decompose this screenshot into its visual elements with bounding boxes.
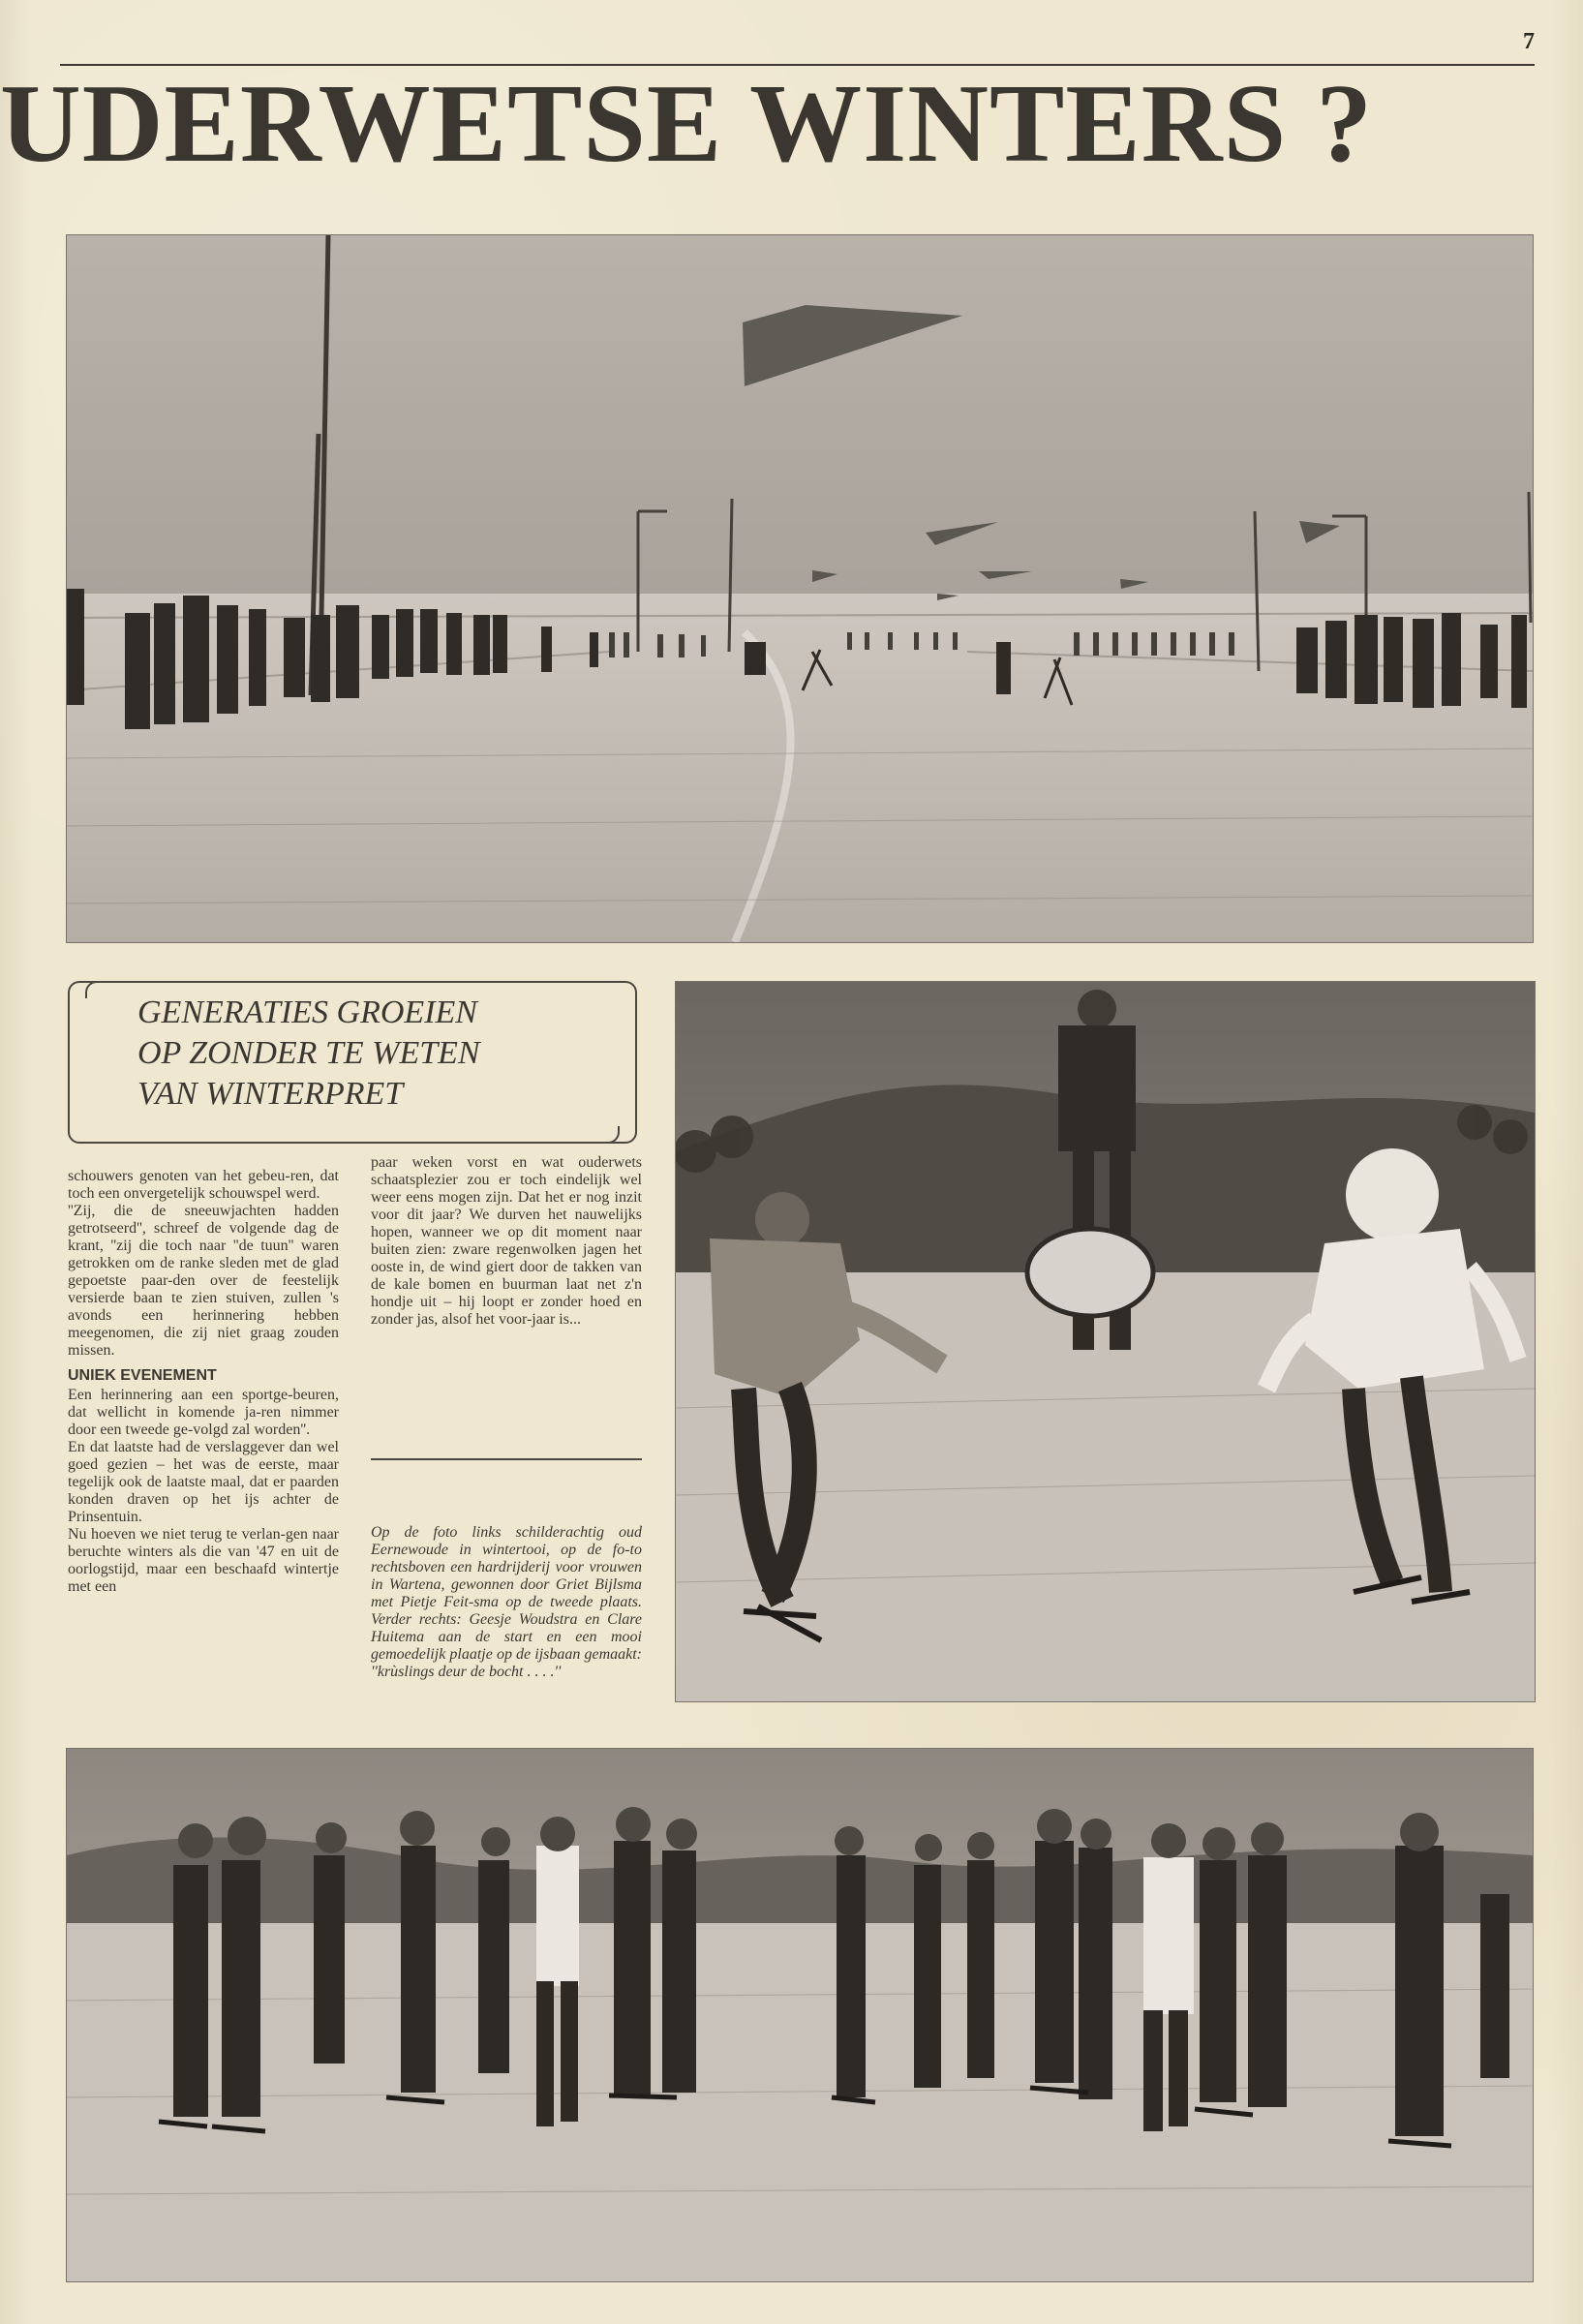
photo-right bbox=[675, 981, 1536, 1702]
article-paragraph: ''Zij, die de sneeuwjachten hadden getrotseerd'', schreef de volgende dag de krant, ''zij die toch naar ''de tuun'' waren getrokken om de ranke sleden met de glad gepoetste paar-den over de feestelijk versierde baan te zien stuiven, zullen 's avonds een herinnering hebben meegenomen, die zij niet graag zouden missen. bbox=[68, 1203, 339, 1359]
article-column-left bbox=[68, 1168, 339, 1596]
feature-box bbox=[68, 981, 637, 1144]
photo-bottom bbox=[66, 1748, 1534, 2282]
article-paragraph: Een herinnering aan een sportge-beuren, dat wellicht in komende ja-ren nimmer door een tweede ge-volgd zal worden''. bbox=[68, 1387, 339, 1438]
photo-top bbox=[66, 234, 1534, 943]
women-skaters-photo bbox=[676, 982, 1535, 1701]
article-subheading: UNIEK EVENEMENT bbox=[68, 1367, 217, 1384]
article-column-right bbox=[371, 1154, 642, 1329]
article-paragraph: En dat laatste had de verslaggever dan wel goed gezien – het was de eerste, maar tegelijk ook de laatste maal, dat er paarden konden draven op het ijs achter de Prinsentuin. bbox=[68, 1439, 339, 1525]
feature-box-line-3: VAN WINTERPRET bbox=[137, 1076, 404, 1112]
article-paragraph: paar weken vorst en wat ouderwets schaatsplezier zou er toch eindelijk wel weer eens mogen zijn. Dat het er nog inzit voor dit jaar? We durven het nauwelijks hopen, wanneer we op dit moment naar buiten zien: zware regenwolken jagen het ooste in, de wind giert door de takken van de kale bomen en buurman laat net z'n hondje uit – hij loopt er zonder hoed en zonder jas, alsof het voor-jaar is... bbox=[371, 1154, 642, 1328]
column-separator bbox=[371, 1458, 642, 1460]
page-title: UDERWETSE WINTERS ? bbox=[0, 62, 1374, 186]
ice-crowd-photo bbox=[67, 1749, 1533, 2281]
winter-race-photo bbox=[67, 235, 1533, 942]
photo-caption: Op de foto links schilderachtig oud Eernewoude in wintertooi, op de fo-to rechtsboven een hardrijderij voor vrouwen in Wartena, gewonnen door Griet Bijlsma met Pietje Feit-sma op de tweede plaats. Verder rechts: Geesje Woudstra en Clare Huitema aan de start en een mooi gemoedelijk plaatje op de ijsbaan gemaakt: ''krùslings deur de bocht . . . .'' bbox=[371, 1524, 642, 1680]
article-paragraph: Nu hoeven we niet terug te verlan-gen naar beruchte winters als die van '47 en uit de oorlogstijd, maar een beschaafd wintertje met een bbox=[68, 1526, 339, 1595]
article-paragraph: schouwers genoten van het gebeu-ren, dat toch een onvergetelijk schouwspel werd. bbox=[68, 1168, 339, 1202]
feature-box-line-2: OP ZONDER TE WETEN bbox=[137, 1035, 480, 1071]
feature-box-line-1: GENERATIES GROEIEN bbox=[137, 994, 477, 1030]
page-number: 7 bbox=[1523, 29, 1535, 54]
